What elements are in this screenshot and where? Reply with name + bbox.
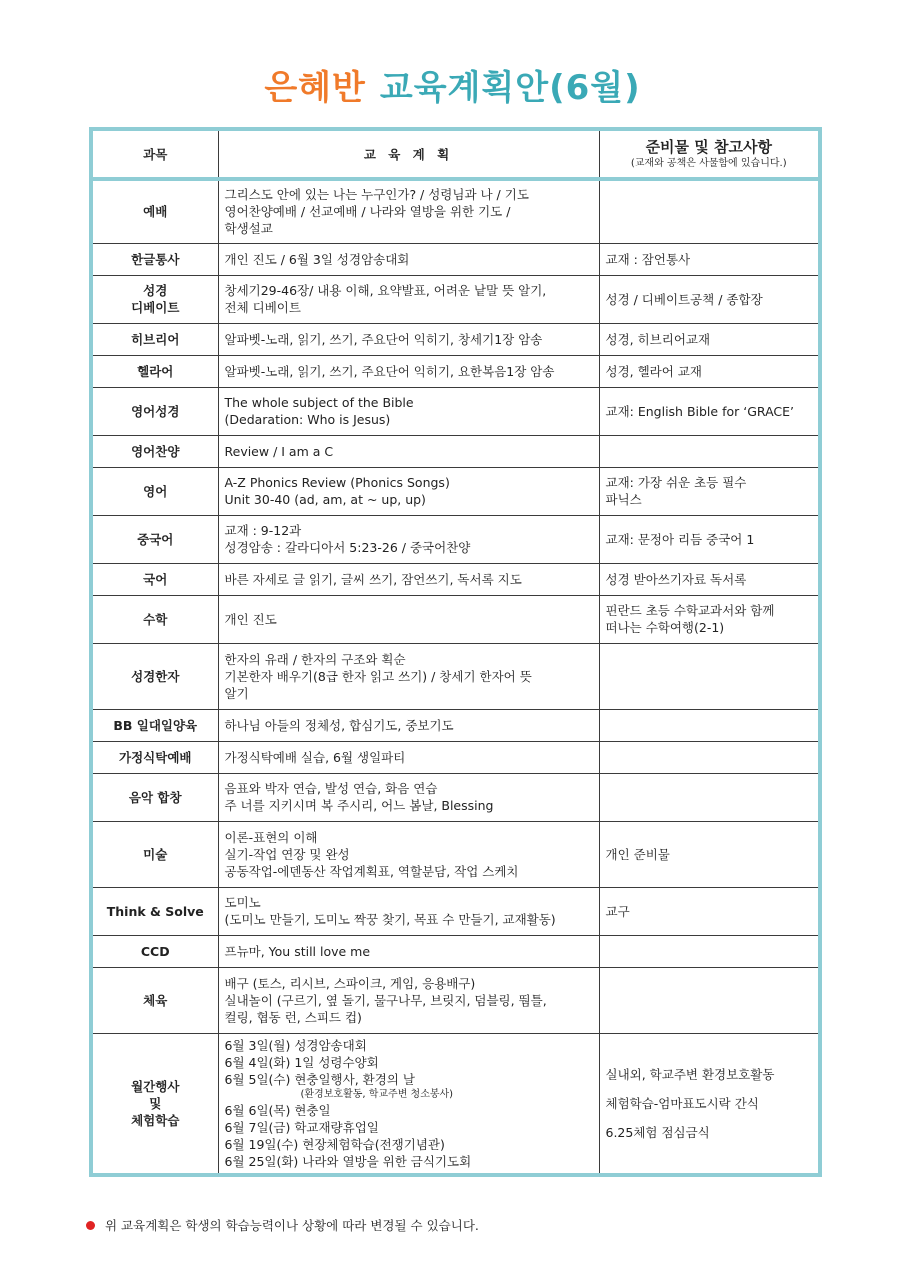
plan-cell-line: 창세기29-46장/ 내용 이해, 요약발표, 어려운 낱말 뜻 알기, bbox=[224, 283, 547, 298]
plan-cell bbox=[218, 355, 599, 387]
subject-cell bbox=[91, 179, 218, 243]
subject-cell bbox=[91, 387, 218, 435]
event-line: 6월 5일(수) 현충일행사, 환경의 날 bbox=[224, 1071, 415, 1087]
subject-cell-line: 가정식탁예배 bbox=[119, 749, 192, 765]
plan-cell-line: 알파벳-노래, 읽기, 쓰기, 주요단어 익히기, 요한복음1장 암송 bbox=[224, 363, 555, 379]
plan-cell bbox=[218, 709, 599, 741]
subject-cell-line: 미술 bbox=[143, 846, 168, 862]
plan-cell bbox=[218, 435, 599, 467]
prep-cell-line: 파닉스 bbox=[605, 492, 642, 507]
prep-cell bbox=[599, 821, 820, 887]
table-row bbox=[91, 243, 820, 275]
prep-cell-line: 개인 준비물 bbox=[605, 846, 670, 862]
table-row bbox=[91, 821, 820, 887]
event-line: (환경보호활동, 학교주변 청소봉사) bbox=[300, 1088, 454, 1100]
events-subject-cell-line: 체험학습 bbox=[131, 1112, 180, 1128]
events-prep-line: 실내외, 학교주변 환경보호활동 bbox=[605, 1066, 775, 1082]
plan-cell-line: The whole subject of the Bible bbox=[224, 395, 414, 410]
plan-cell-line: (도미노 만들기, 도미노 짝꿍 찾기, 목표 수 만들기, 교재활동) bbox=[224, 912, 556, 927]
plan-cell bbox=[218, 467, 599, 515]
header-subject: 과목 bbox=[91, 129, 218, 179]
header-prep bbox=[599, 129, 820, 179]
subject-cell bbox=[91, 887, 218, 935]
prep-cell-line: 성경, 헬라어 교재 bbox=[605, 363, 702, 379]
subject-cell-line: 성경 bbox=[143, 283, 168, 298]
table-row bbox=[91, 387, 820, 435]
subject-cell-line: 체육 bbox=[143, 992, 168, 1008]
plan-cell-line: 실기-작업 연장 및 완성 bbox=[224, 846, 350, 862]
plan-cell bbox=[218, 967, 599, 1033]
table-header-row bbox=[91, 129, 820, 179]
footer-note bbox=[86, 1216, 479, 1234]
table-row bbox=[91, 435, 820, 467]
plan-cell-line: 전체 디베이트 bbox=[224, 300, 301, 315]
plan-cell-line: 프뉴마, You still love me bbox=[224, 943, 371, 959]
header-prep-note: (교재와 공책은 사물함에 있습니다.) bbox=[630, 158, 787, 169]
subject-cell-line: 중국어 bbox=[137, 531, 174, 547]
subject-cell-line: Think & Solve bbox=[106, 903, 204, 919]
plan-cell-line: 주 너를 지키시며 복 주시리, 어느 봄날, Blessing bbox=[224, 798, 494, 813]
plan-cell bbox=[218, 643, 599, 709]
plan-cell-line: 개인 진도 / 6월 3일 성경암송대회 bbox=[224, 251, 410, 267]
plan-cell bbox=[218, 595, 599, 643]
plan-cell-line: 개인 진도 bbox=[224, 611, 277, 627]
plan-cell bbox=[218, 275, 599, 323]
plan-cell-line: 바른 자세로 글 읽기, 글씨 쓰기, 잠언쓰기, 독서록 지도 bbox=[224, 571, 522, 587]
plan-cell bbox=[218, 563, 599, 595]
prep-cell bbox=[599, 563, 820, 595]
prep-cell bbox=[599, 435, 820, 467]
plan-cell bbox=[218, 243, 599, 275]
prep-cell bbox=[599, 243, 820, 275]
table-row bbox=[91, 709, 820, 741]
subject-cell bbox=[91, 355, 218, 387]
red-bullet-icon bbox=[86, 1221, 95, 1230]
prep-cell-line: 떠나는 수학여행(2-1) bbox=[605, 620, 725, 635]
table-body bbox=[91, 179, 820, 1175]
prep-cell bbox=[599, 355, 820, 387]
plan-cell bbox=[218, 821, 599, 887]
events-subject-cell bbox=[91, 1033, 218, 1175]
subject-cell bbox=[91, 515, 218, 563]
plan-cell-line: 음표와 박자 연습, 발성 연습, 화음 연습 bbox=[224, 781, 438, 796]
plan-cell-line: 교재 : 9-12과 bbox=[224, 523, 302, 538]
subject-cell bbox=[91, 821, 218, 887]
prep-cell bbox=[599, 515, 820, 563]
plan-cell bbox=[218, 323, 599, 355]
prep-cell-line: 교재: 가장 쉬운 초등 필수 bbox=[605, 475, 747, 490]
table-row bbox=[91, 179, 820, 243]
subject-cell-line: 디베이트 bbox=[131, 300, 180, 315]
plan-cell bbox=[218, 387, 599, 435]
subject-cell-line: 성경한자 bbox=[131, 668, 180, 684]
plan-cell-line: 가정식탁예배 실습, 6월 생일파티 bbox=[224, 749, 406, 765]
subject-cell bbox=[91, 709, 218, 741]
plan-cell bbox=[218, 887, 599, 935]
events-prep-line: 체험학습-엄마표도시락 간식 bbox=[605, 1095, 759, 1111]
table-row bbox=[91, 595, 820, 643]
prep-cell-line: 성경 / 디베이트공책 / 종합장 bbox=[605, 291, 763, 307]
event-line: 6월 19일(수) 현장체험학습(전쟁기념관) bbox=[224, 1136, 445, 1152]
prep-cell-line: 성경, 히브리어교재 bbox=[605, 331, 711, 347]
table-row bbox=[91, 967, 820, 1033]
prep-cell bbox=[599, 741, 820, 773]
plan-cell-line: Review / I am a C bbox=[224, 443, 334, 459]
prep-cell-line: 교재: English Bible for ‘GRACE’ bbox=[605, 403, 794, 419]
subject-cell-line: 음악 합창 bbox=[128, 789, 182, 805]
event-line: 6월 4일(화) 1일 성령수양회 bbox=[224, 1054, 379, 1070]
events-plan-cell bbox=[218, 1033, 599, 1175]
plan-cell-line: 도미노 bbox=[224, 895, 261, 910]
prep-cell bbox=[599, 887, 820, 935]
prep-cell bbox=[599, 467, 820, 515]
plan-title: 교육계획안(6월) bbox=[379, 68, 641, 108]
subject-cell bbox=[91, 741, 218, 773]
event-line: 6월 3일(월) 성경암송대회 bbox=[224, 1037, 367, 1053]
table-row bbox=[91, 275, 820, 323]
subject-cell bbox=[91, 323, 218, 355]
header-plan: 교 육 계 획 bbox=[218, 129, 599, 179]
plan-cell-line: (Dedaration: Who is Jesus) bbox=[224, 412, 391, 427]
prep-cell bbox=[599, 275, 820, 323]
plan-cell-line: 공동작업-에덴동산 작업계획표, 역할분담, 작업 스케치 bbox=[224, 863, 519, 879]
class-name: 은혜반 bbox=[264, 68, 366, 108]
subject-cell-line: 영어성경 bbox=[131, 403, 180, 419]
event-line: 6월 7일(금) 학교재량휴업일 bbox=[224, 1119, 379, 1135]
subject-cell bbox=[91, 967, 218, 1033]
prep-cell bbox=[599, 387, 820, 435]
header-prep-title: 준비물 및 참고사항 bbox=[645, 138, 772, 156]
subject-cell-line: 영어찬양 bbox=[131, 443, 180, 459]
prep-cell-line: 교재: 문정아 리듬 중국어 1 bbox=[605, 531, 755, 547]
education-plan-table bbox=[89, 127, 822, 1177]
subject-cell bbox=[91, 643, 218, 709]
plan-cell bbox=[218, 179, 599, 243]
table-row bbox=[91, 515, 820, 563]
table-row bbox=[91, 773, 820, 821]
plan-cell-line: 실내놀이 (구르기, 옆 돌기, 물구나무, 브릿지, 덤블링, 뛈틀, bbox=[224, 992, 547, 1008]
plan-cell-line: 성경암송 : 갈라디아서 5:23-26 / 중국어찬양 bbox=[224, 540, 471, 555]
prep-cell bbox=[599, 643, 820, 709]
plan-cell bbox=[218, 741, 599, 773]
prep-cell bbox=[599, 179, 820, 243]
subject-cell-line: 히브리어 bbox=[131, 331, 180, 347]
events-row bbox=[91, 1033, 820, 1175]
events-prep-cell bbox=[599, 1033, 820, 1175]
event-line: 6월 25일(화) 나라와 열방을 위한 금식기도회 bbox=[224, 1153, 472, 1169]
subject-cell bbox=[91, 467, 218, 515]
subject-cell-line: 국어 bbox=[143, 571, 168, 587]
table-row bbox=[91, 355, 820, 387]
plan-cell-line: 컬링, 협동 런, 스피드 컵) bbox=[224, 1009, 362, 1025]
prep-cell bbox=[599, 323, 820, 355]
prep-cell-line: 성경 받아쓰기자료 독서록 bbox=[605, 571, 747, 587]
subject-cell-line: BB 일대일양육 bbox=[113, 717, 198, 733]
plan-cell bbox=[218, 515, 599, 563]
subject-cell-line: 예배 bbox=[143, 204, 168, 220]
plan-cell-line: 영어찬양예배 / 선교예배 / 나라와 열방을 위한 기도 / bbox=[224, 204, 511, 220]
subject-cell-line: 영어 bbox=[143, 483, 168, 499]
subject-cell bbox=[91, 563, 218, 595]
subject-cell bbox=[91, 435, 218, 467]
events-subject-cell-line: 및 bbox=[149, 1095, 162, 1111]
table-row bbox=[91, 643, 820, 709]
prep-cell bbox=[599, 595, 820, 643]
subject-cell-line: 한글통사 bbox=[131, 251, 180, 267]
plan-cell bbox=[218, 773, 599, 821]
subject-cell bbox=[91, 275, 218, 323]
table-row bbox=[91, 741, 820, 773]
prep-cell bbox=[599, 773, 820, 821]
prep-cell-line: 교재 : 잠언통사 bbox=[605, 251, 691, 267]
plan-cell-line: 학생설교 bbox=[224, 221, 273, 237]
plan-cell-line: 기본한자 배우기(8급 한자 읽고 쓰기) / 창세기 한자어 뜻 bbox=[224, 668, 532, 684]
table-row bbox=[91, 935, 820, 967]
table-row bbox=[91, 323, 820, 355]
plan-cell-line: 알기 bbox=[224, 685, 249, 701]
plan-cell-line: 알파벳-노래, 읽기, 쓰기, 주요단어 익히기, 창세기1장 암송 bbox=[224, 331, 543, 347]
table-row bbox=[91, 563, 820, 595]
plan-cell-line: 그리스도 안에 있는 나는 누구인가? / 성령님과 나 / 기도 bbox=[224, 187, 529, 203]
subject-cell bbox=[91, 773, 218, 821]
subject-cell-line: CCD bbox=[140, 943, 170, 959]
prep-cell bbox=[599, 935, 820, 967]
plan-cell-line: 하나님 아들의 정체성, 합심기도, 중보기도 bbox=[224, 717, 454, 733]
prep-cell-line: 핀란드 초등 수학교과서와 함께 bbox=[605, 603, 775, 618]
subject-cell bbox=[91, 935, 218, 967]
plan-cell-line: 이론-표현의 이해 bbox=[224, 829, 318, 845]
prep-cell-line: 교구 bbox=[605, 903, 630, 919]
plan-cell bbox=[218, 935, 599, 967]
subject-cell bbox=[91, 243, 218, 275]
events-prep-line: 6.25체험 점심금식 bbox=[605, 1124, 710, 1140]
plan-cell-line: 배구 (토스, 리시브, 스파이크, 게임, 응용배구) bbox=[224, 975, 476, 991]
event-line: 6월 6일(목) 현충일 bbox=[224, 1102, 331, 1118]
subject-cell-line: 수학 bbox=[143, 611, 168, 627]
table-row bbox=[91, 467, 820, 515]
plan-cell-line: A-Z Phonics Review (Phonics Songs) bbox=[224, 475, 450, 490]
events-subject-cell-line: 월간행사 bbox=[131, 1078, 180, 1094]
prep-cell bbox=[599, 967, 820, 1033]
page-title bbox=[0, 60, 905, 109]
table-row bbox=[91, 887, 820, 935]
plan-cell-line: Unit 30-40 (ad, am, at ~ up, up) bbox=[224, 492, 426, 507]
plan-cell-line: 한자의 유래 / 한자의 구조와 획순 bbox=[224, 651, 406, 667]
subject-cell-line: 헬라어 bbox=[137, 363, 174, 379]
prep-cell bbox=[599, 709, 820, 741]
subject-cell bbox=[91, 595, 218, 643]
footer-text: 위 교육계획은 학생의 학습능력이나 상황에 따라 변경될 수 있습니다. bbox=[105, 1218, 479, 1233]
